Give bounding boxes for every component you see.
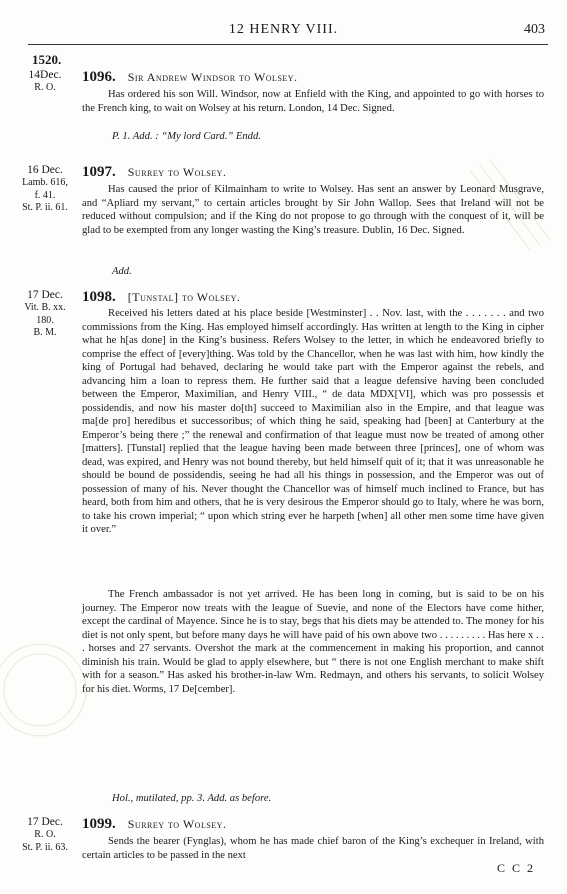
entry-text: Received his letters dated at his place beside [Westminster] . . Nov. last, with the . . . . . . . and two commissions from the King. Has employed himself accordingly. Has written at length to the King in cipher what he h[as done] in the King’s business. Refers Wolsey to the letter, in which he endeavored briefly to comprise the effect of [every]thing. Was told by the Chancellor, when he was last with him, how kindly the king of Portugal had behaved, declaring he would take part with the Emperor against the rebels, and advancing him a loan to repress them. He further said that a league defensive having been concluded between the Emperor, Maximilian, and Henry VIII., “ de data MDX[VI], which was pro possessis et possidendis, and now his master do[th] succeed to Maximilian also in the Empire, and that league was ma[de pro] heredibus et successoribus; of which thing he said, speaking had [been] at Canterbury at the Emperor’s being there ;” the renewal and confirmation of that league must now be treated of among other [matters]. [Tunstal] replied that the league having been made between three [princes], one of whom was dead, was expired, and Henry was not bound thereby, but held himself quit of it; that it was unreasonable he should be bound de possidendis, seeing he had all his things in possession, and the Emperor was out of possession of many of his. Never thought the Chancellor was of himself much inclined to France, but has heard, both from him and others, that he is very desirous the Emperor should go to Italy, where he was born, to take his crown imperial; “ upon which string ever he harpeth [when] all other men some time have given it over.”	[82, 308, 544, 535]
signature-mark: C C 2	[496, 861, 535, 875]
year-label: 1520.	[32, 52, 62, 67]
margin-note-1098	[14, 289, 76, 340]
margin-note-1099	[14, 816, 76, 854]
margin-ref: Vit. B. xx.	[24, 302, 66, 313]
margin-date: 14Dec.	[28, 69, 62, 81]
entry-number: 1097.	[82, 164, 116, 180]
watermark-seal-icon	[0, 644, 86, 736]
margin-ref: St. P. ii. 63.	[22, 841, 68, 853]
entry-text: Sends the bearer (Fynglas), whom he has made chief baron of the King’s exchequer in Ireland, with certain articles to be passed in the next	[82, 836, 544, 861]
entry-title: [Tunstal] to Wolsey.	[127, 290, 241, 304]
entry-meta: P. 1. Add. : “My lord Card.” Endd.	[112, 131, 261, 142]
entry-heading-1099	[82, 816, 552, 833]
entry-number: 1098.	[82, 289, 116, 305]
watermark-seal-icon	[4, 654, 76, 726]
margin-ref: B. M.	[33, 327, 57, 338]
entry-heading-1098	[82, 289, 552, 306]
entry-heading-1096	[82, 69, 552, 86]
margin-date: 17 Dec.	[27, 816, 63, 828]
entry-title: Surrey to Wolsey.	[127, 817, 227, 831]
entry-title: Sir Andrew Windsor to Wolsey.	[127, 70, 298, 84]
margin-ref: R. O.	[34, 82, 56, 93]
entry-text: Has caused the prior of Kilmainham to write to Wolsey. Has sent an answer by Leonard Musgrave, and “Apliard my servant,” to certain articles brought by Sir John Wallop. Sees that Ireland will not be reduced without compulsion; and if the King do not propose to go through with the conquest of it, will be glad to be exempted from any longer wasting the King’s treasure. Dublin, 16 Dec. Signed.	[82, 184, 544, 236]
entry-text: Has ordered his son Will. Windsor, now at Enfield with the King, and appointed to go with horses to the French king, to wait on Wolsey at his return. London, 14 Dec. Signed.	[82, 89, 544, 114]
margin-ref: 180.	[36, 314, 54, 326]
margin-date: 16 Dec.	[27, 164, 63, 176]
margin-date: 17 Dec.	[27, 289, 63, 301]
entry-number: 1096.	[82, 69, 116, 85]
header-rule	[28, 44, 548, 45]
entry-title: Surrey to Wolsey.	[127, 165, 227, 179]
margin-ref: f. 41.	[34, 189, 56, 201]
entry-number: 1099.	[82, 816, 116, 832]
page-number: 403	[524, 22, 545, 37]
margin-ref: R. O.	[34, 829, 56, 840]
page-header	[0, 22, 567, 42]
running-head: 12 HENRY VIII.	[228, 22, 339, 37]
entry-meta: Add.	[112, 266, 132, 277]
margin-ref: St. P. ii. 61.	[22, 202, 68, 213]
entry-meta: Hol., mutilated, pp. 3. Add. as before.	[112, 793, 272, 804]
margin-note-1097	[14, 164, 76, 215]
entry-heading-1097	[82, 164, 552, 181]
margin-note-1096	[14, 69, 76, 95]
margin-ref: Lamb. 616,	[22, 177, 68, 188]
entry-text: The French ambassador is not yet arrived. He has been long in coming, but is said to be on his journey. The Emperor now treats with the league of Suevie, and none of the Electors have come hither, except the cardinal of Mayence. Since he is to stay, begs that his diets may be attended to. The money for his diet is not only spent, but before many days he will have paid of his own above two . . . . . . . . . Has here x . . . horses and 27 servants. Overshot the mark at the commencement in making his proportion, and cannot diminish his train. Would be glad to apply elsewhere, but “ there is not one English merchant to make shift with for a season.” Has asked his brother-in-law Wm. Redmayn, and others his servants, to solicit Wolsey for his diet. Worms, 17 De[cember].	[82, 589, 544, 695]
